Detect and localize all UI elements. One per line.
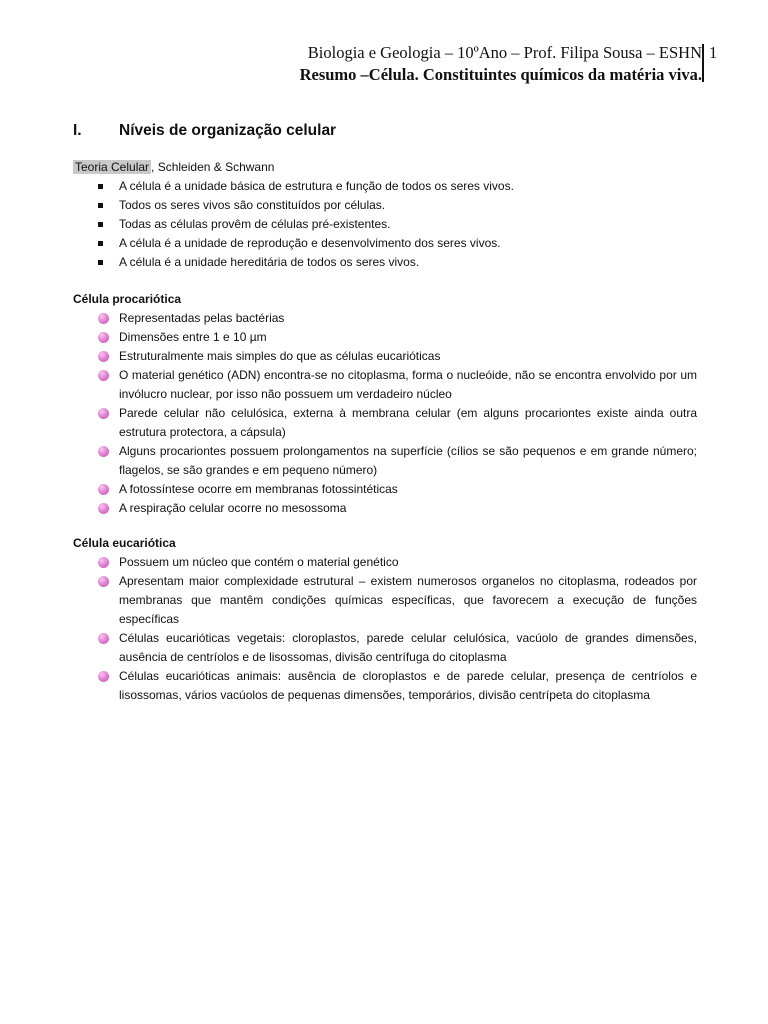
list-item: Parede celular não celulósica, externa à membrana celular (em alguns procariontes existe ainda outra estrutura protectora, a cápsula) <box>73 404 697 442</box>
section-heading <box>73 121 336 141</box>
pink-bullet-icon <box>98 332 109 343</box>
section-number: I. <box>73 122 82 139</box>
pink-bullet-icon <box>98 557 109 568</box>
list-item: Todos os seres vivos são constituídos por células. <box>73 196 697 215</box>
cell-theory-block <box>73 158 697 272</box>
cell-theory-title: Teoria Celular <box>75 160 150 174</box>
list-item: A respiração celular ocorre no mesossoma <box>73 499 697 518</box>
header-summary-title: Resumo –Célula. Constituintes químicos da matéria viva. <box>299 65 702 84</box>
list-item: O material genético (ADN) encontra-se no citoplasma, forma o nucleóide, não se encontra envolvido por um invólucro nuclear, por isso não possuem um verdadeiro núcleo <box>73 366 697 404</box>
header-course-line: Biologia e Geologia – 10ºAno – Prof. Filipa Sousa – ESHN <box>307 43 702 62</box>
list-item: Estruturalmente mais simples do que as células eucarióticas <box>73 347 697 366</box>
pink-bullet-icon <box>98 576 109 587</box>
pink-bullet-icon <box>98 370 109 381</box>
eukaryotic-block <box>73 534 697 705</box>
pink-bullet-icon <box>98 313 109 324</box>
pink-bullet-icon <box>98 408 109 419</box>
list-item: A célula é a unidade de reprodução e desenvolvimento dos seres vivos. <box>73 234 697 253</box>
pink-bullet-icon <box>98 633 109 644</box>
header-divider <box>702 44 704 82</box>
page-number: 1 <box>709 43 718 62</box>
section-title: Níveis de organização celular <box>119 122 337 139</box>
pink-bullet-icon <box>98 446 109 457</box>
prokaryotic-block <box>73 290 697 518</box>
list-item: A fotossíntese ocorre em membranas fotossintéticas <box>73 480 697 499</box>
prokaryotic-heading: Célula procariótica <box>73 292 182 306</box>
eukaryotic-heading: Célula eucariótica <box>73 536 176 550</box>
list-item: Alguns procariontes possuem prolongamentos na superfície (cílios se são pequenos e em grande número; flagelos, se são grandes e em pequeno número) <box>73 442 697 480</box>
list-item: A célula é a unidade básica de estrutura e função de todos os seres vivos. <box>73 177 697 196</box>
page-header <box>300 42 702 86</box>
list-item: Apresentam maior complexidade estrutural – existem numerosos organelos no citoplasma, rodeados por membranas que mantêm condições químicas específicas, que favorecem a execução de funções específicas <box>73 572 697 629</box>
list-item: Representadas pelas bactérias <box>73 309 697 328</box>
list-item: Células eucarióticas animais: ausência de cloroplastos e de parede celular, presença de centríolos e lisossomas, vários vacúolos de pequenas dimensões, temporários, divisão centrípeta do citoplasma <box>73 667 697 705</box>
cell-theory-heading <box>73 158 697 177</box>
cell-theory-authors: , Schleiden & Schwann <box>151 160 275 174</box>
cell-theory-list <box>73 177 697 272</box>
pink-bullet-icon <box>98 503 109 514</box>
pink-bullet-icon <box>98 351 109 362</box>
prokaryotic-list <box>73 309 697 518</box>
list-item: Todas as células provêm de células pré-existentes. <box>73 215 697 234</box>
pink-bullet-icon <box>98 671 109 682</box>
list-item: Células eucarióticas vegetais: cloroplastos, parede celular celulósica, vacúolo de grandes dimensões, ausência de centríolos e de lisossomas, divisão centrífuga do citoplasma <box>73 629 697 667</box>
list-item: A célula é a unidade hereditária de todos os seres vivos. <box>73 253 697 272</box>
list-item: Dimensões entre 1 e 10 µm <box>73 328 697 347</box>
list-item: Possuem um núcleo que contém o material genético <box>73 553 697 572</box>
eukaryotic-list <box>73 553 697 705</box>
pink-bullet-icon <box>98 484 109 495</box>
